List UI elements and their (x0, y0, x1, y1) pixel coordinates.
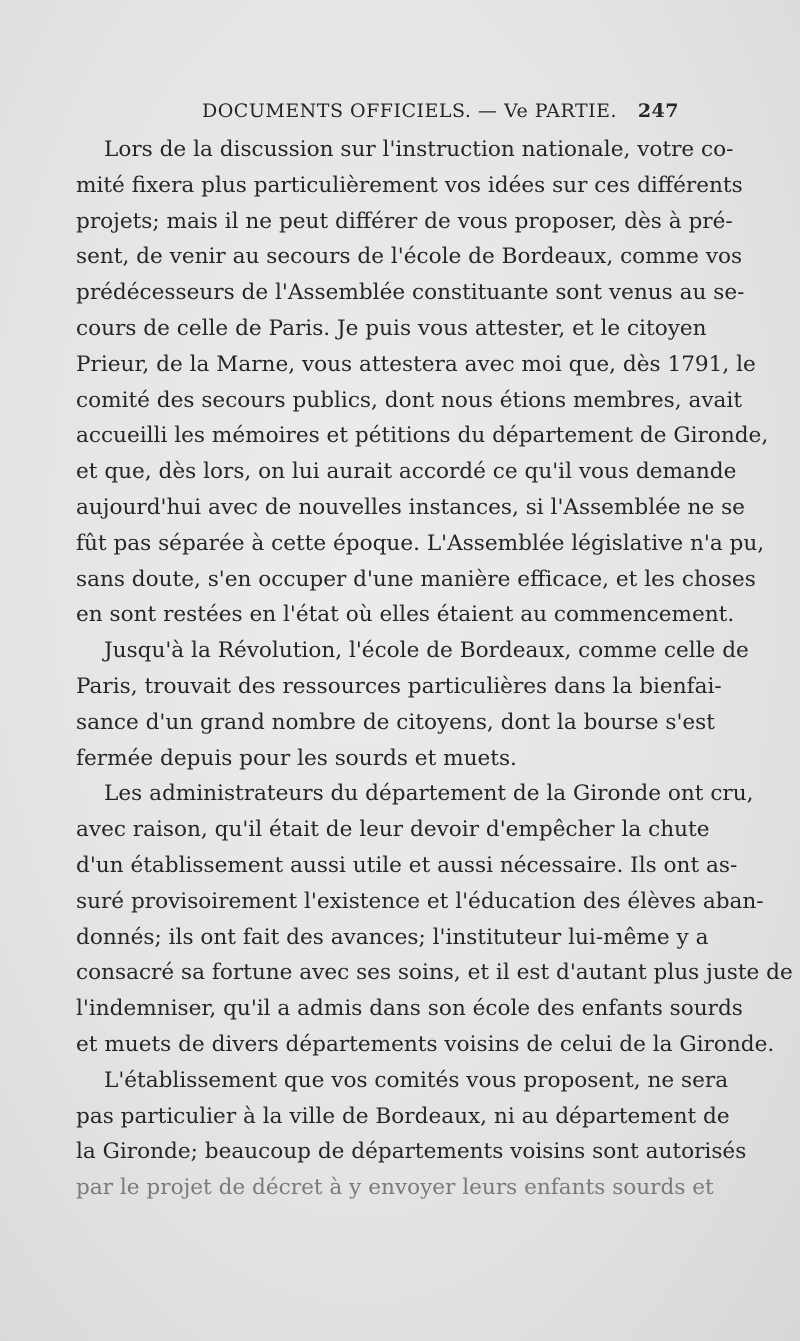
paragraph (76, 132, 769, 633)
running-header (76, 100, 681, 130)
text-line: d'un établissement aussi utile et aussi nécessaire. Ils ont as- (76, 852, 738, 878)
text-line: suré provisoirement l'existence et l'éducation des élèves aban- (76, 888, 764, 914)
text-line: Prieur, de la Marne, vous attestera avec moi que, dès 1791, le (76, 351, 756, 377)
running-title: DOCUMENTS OFFICIELS. — Ve PARTIE. (202, 100, 618, 122)
text-line: Lors de la discussion sur l'instruction nationale, votre co- (104, 137, 734, 162)
paragraph (76, 776, 793, 1062)
text-line: L'établissement que vos comités vous proposent, ne sera (104, 1067, 729, 1093)
text-line: fermée depuis pour les sourds et muets. (76, 745, 517, 771)
paragraph (76, 633, 749, 776)
text-line: avec raison, qu'il était de leur devoir d'empêcher la chute (76, 817, 710, 843)
text-line: aujourd'hui avec de nouvelles instances, si l'Assemblée ne se (76, 494, 745, 520)
book-page (76, 100, 793, 1206)
text-line: par le projet de décret à y envoyer leurs enfants sourds et (76, 1175, 714, 1201)
body-text (76, 132, 793, 1206)
text-line: pas particulier à la ville de Bordeaux, ni au département de (76, 1103, 730, 1129)
text-line: Paris, trouvait des ressources particulières dans la bienfai- (76, 673, 722, 699)
text-line: en sont restées en l'état où elles étaient au commencement. (76, 602, 735, 628)
text-line: sans doute, s'en occuper d'une manière efficace, et les choses (76, 566, 756, 592)
text-line: sent, de venir au secours de l'école de Bordeaux, comme vos (76, 244, 743, 270)
text-line: cours de celle de Paris. Je puis vous attester, et le citoyen (76, 315, 707, 341)
text-line: et que, dès lors, on lui aurait accordé ce qu'il vous demande (76, 459, 737, 485)
paragraph (76, 1063, 747, 1206)
text-line: fût pas séparée à cette époque. L'Assemblée législative n'a pu, (76, 530, 765, 556)
text-line: accueilli les mémoires et pétitions du département de Gironde, (76, 423, 769, 449)
text-line: Jusqu'à la Révolution, l'école de Bordeaux, comme celle de (104, 638, 749, 664)
text-line: la Gironde; beaucoup de départements voisins sont autorisés (76, 1139, 747, 1165)
text-line: prédécesseurs de l'Assemblée constituante sont venus au se- (76, 280, 745, 306)
text-line: comité des secours publics, dont nous étions membres, avait (76, 387, 742, 413)
text-line: mité fixera plus particulièrement vos idées sur ces différents (76, 172, 743, 198)
text-line: l'indemniser, qu'il a admis dans son école des enfants sourds (76, 996, 743, 1022)
text-line: et muets de divers départements voisins de celui de la Gironde. (76, 1031, 775, 1057)
text-line: consacré sa fortune avec ses soins, et il est d'autant plus juste de (76, 960, 793, 986)
text-line: donnés; ils ont fait des avances; l'instituteur lui-même y a (76, 924, 709, 950)
text-line: sance d'un grand nombre de citoyens, dont la bourse s'est (76, 709, 715, 735)
text-line: Les administrateurs du département de la Gironde ont cru, (104, 781, 754, 807)
page-number: 247 (637, 100, 679, 122)
text-line: projets; mais il ne peut différer de vous proposer, dès à pré- (76, 208, 733, 234)
